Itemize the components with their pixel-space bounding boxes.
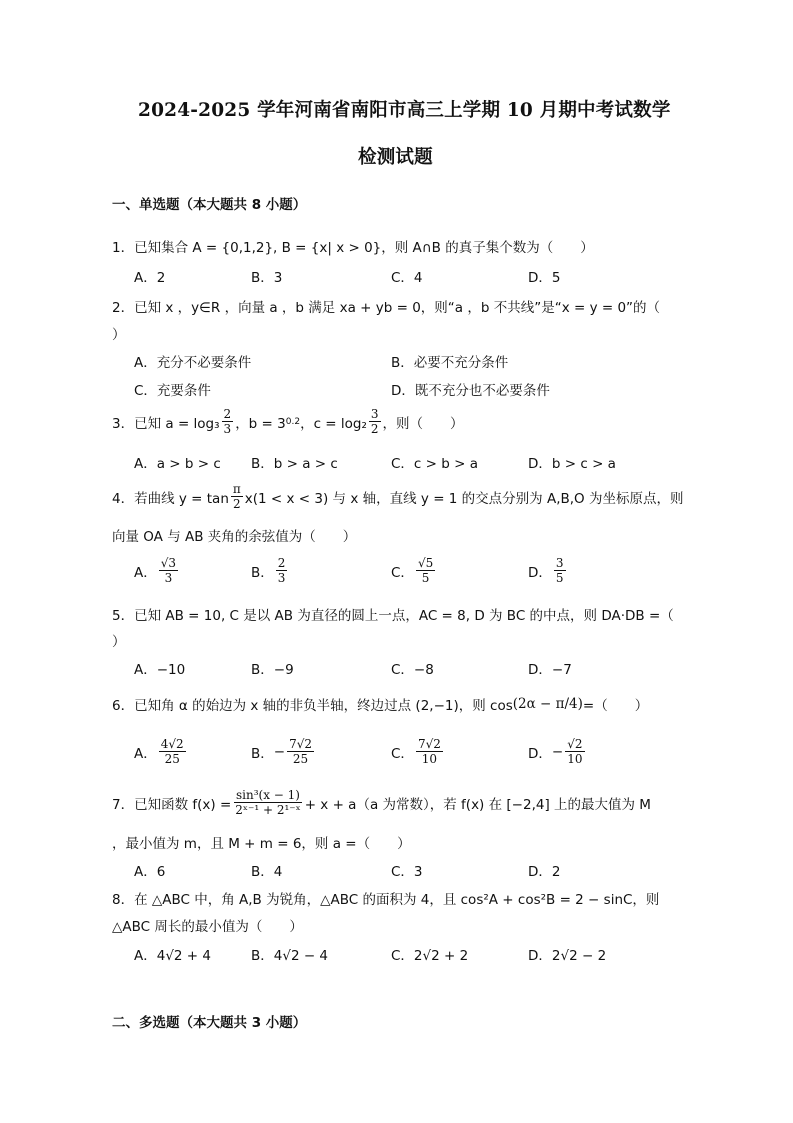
fraction-numerator: 7√2 bbox=[289, 737, 312, 751]
question-4-stem-a: 4．若曲线 y = tan bbox=[112, 490, 229, 507]
fraction-denominator: 2ˣ⁻¹ + 2¹⁻ˣ bbox=[235, 803, 301, 817]
fraction-denominator: 10 bbox=[421, 752, 438, 766]
fraction-denominator: 25 bbox=[164, 752, 180, 766]
question-6-stem-a: 6．已知角 α 的始边为 x 轴的非负半轴，终边过点 (2,−1)，则 cos bbox=[112, 698, 513, 714]
question-7-stem-b: + x + a（a 为常数），若 f(x) 在 [−2,4] 上的最大值为 M bbox=[304, 796, 651, 813]
question-3-stem-a: 3．已知 a = log₃ bbox=[112, 415, 220, 432]
option-label: C． bbox=[391, 564, 414, 581]
question-3-exponent: 0.2 bbox=[285, 416, 301, 427]
question-6-paren: (2α − π/4) bbox=[512, 696, 583, 712]
paper-title-line2: 检测试题 bbox=[358, 147, 433, 168]
question-1-option-c: C．4 bbox=[391, 270, 423, 286]
question-6-option-d bbox=[528, 737, 587, 766]
fraction-numerator: 2 bbox=[277, 556, 286, 570]
question-6-option-b bbox=[251, 737, 316, 766]
question-4-fraction bbox=[231, 482, 243, 511]
paper-title-line1: 2024-2025 学年河南省南阳市高三上学期 10 月期中考试数学 bbox=[138, 100, 671, 121]
question-3-option-c: C．c > b > a bbox=[391, 456, 478, 472]
question-3-fraction-a bbox=[222, 407, 234, 436]
option-label: C． bbox=[391, 745, 414, 762]
option-label: B． bbox=[251, 745, 274, 762]
question-6-option-c bbox=[391, 737, 445, 766]
option-fraction bbox=[276, 556, 288, 585]
fraction-denominator: 3 bbox=[223, 422, 232, 436]
question-7-line2: ，最小值为 m，且 M + m = 6，则 a =（ ） bbox=[112, 836, 411, 852]
question-2-stem-cont: ） bbox=[112, 327, 126, 343]
section-heading-multiple-choice: 二、多选题（本大题共 3 小题） bbox=[112, 1015, 307, 1031]
question-5-option-d: D．−7 bbox=[528, 662, 572, 678]
question-2-option-a: A．充分不必要条件 bbox=[134, 355, 252, 371]
fraction-denominator: 2 bbox=[370, 422, 379, 436]
fraction-numerator: π bbox=[232, 482, 241, 496]
question-6-option-a bbox=[134, 737, 188, 766]
question-1-option-b: B．3 bbox=[251, 270, 283, 286]
option-label: D． bbox=[528, 745, 552, 762]
fraction-denominator: 5 bbox=[421, 571, 430, 585]
question-3-stem-b: ，b = 3 bbox=[235, 415, 286, 432]
option-fraction bbox=[159, 556, 178, 585]
fraction-denominator: 25 bbox=[292, 752, 309, 766]
question-5-stem: 5．已知 AB = 10, C 是以 AB 为直径的圆上一点，AC = 8, D 为 BC 的中点，则 DA·DB =（ bbox=[112, 608, 674, 624]
question-3-stem-c: ，c = log₂ bbox=[300, 415, 367, 432]
fraction-numerator: 3 bbox=[370, 407, 379, 421]
fraction-denominator: 3 bbox=[164, 571, 173, 585]
option-label: A． bbox=[134, 745, 157, 762]
fraction-numerator: 2 bbox=[223, 407, 232, 421]
question-8-line2: △ABC 周长的最小值为（ ） bbox=[112, 919, 303, 935]
option-sign: − bbox=[273, 743, 286, 760]
question-8-option-a: A．4√2 + 4 bbox=[134, 948, 211, 964]
fraction-numerator: √2 bbox=[567, 737, 583, 751]
question-5-option-b: B．−9 bbox=[251, 662, 294, 678]
fraction-denominator: 2 bbox=[233, 497, 241, 511]
option-label: A． bbox=[134, 564, 157, 581]
question-2-option-d: D．既不充分也不必要条件 bbox=[391, 383, 550, 399]
question-4-option-a bbox=[134, 556, 180, 585]
question-7-stem bbox=[112, 788, 651, 817]
option-fraction bbox=[565, 737, 584, 766]
fraction-denominator: 10 bbox=[567, 752, 583, 766]
option-fraction bbox=[159, 737, 186, 766]
fraction-numerator: sin³(x − 1) bbox=[235, 788, 300, 802]
question-1-option-d: D．5 bbox=[528, 270, 561, 286]
question-4-stem-b: x(1 < x < 3) 与 x 轴，直线 y = 1 的交点分别为 A,B,O 为坐标原点，则 bbox=[244, 490, 684, 507]
question-7-option-a: A．6 bbox=[134, 864, 166, 880]
option-fraction bbox=[416, 737, 443, 766]
fraction-numerator: 4√2 bbox=[160, 737, 184, 751]
fraction-numerator: 3 bbox=[555, 556, 564, 570]
question-4-option-b bbox=[251, 556, 289, 585]
question-7-option-b: B．4 bbox=[251, 864, 283, 880]
question-3-stem-d: ，则（ ） bbox=[382, 415, 464, 432]
option-label: D． bbox=[528, 564, 552, 581]
question-7-stem-a: 7．已知函数 f(x) = bbox=[112, 796, 232, 813]
question-6-stem-b: =（ ） bbox=[582, 698, 649, 714]
question-4-option-c bbox=[391, 556, 437, 585]
question-8-option-c: C．2√2 + 2 bbox=[391, 948, 469, 964]
option-sign: − bbox=[551, 743, 564, 760]
fraction-numerator: √5 bbox=[417, 556, 434, 570]
question-8-option-b: B．4√2 − 4 bbox=[251, 948, 329, 964]
question-3-option-b: B．b > a > c bbox=[251, 456, 338, 472]
option-fraction bbox=[554, 556, 566, 585]
question-8-stem: 8．在 △ABC 中，角 A,B 为锐角，△ABC 的面积为 4，且 cos²A + cos²B = 2 − sinC，则 bbox=[112, 892, 660, 908]
question-4-option-d bbox=[528, 556, 568, 585]
question-7-fraction bbox=[233, 788, 302, 817]
question-3-stem bbox=[112, 407, 464, 436]
question-2-option-c: C．充要条件 bbox=[134, 383, 211, 399]
fraction-denominator: 3 bbox=[277, 571, 286, 585]
question-5-option-a: A．−10 bbox=[134, 662, 186, 678]
question-3-option-a: A．a > b > c bbox=[134, 456, 221, 472]
fraction-numerator: √3 bbox=[160, 556, 177, 570]
question-8-option-d: D．2√2 − 2 bbox=[528, 948, 607, 964]
option-fraction bbox=[416, 556, 435, 585]
section-heading-single-choice: 一、单选题（本大题共 8 小题） bbox=[112, 197, 307, 213]
question-3-option-d: D．b > c > a bbox=[528, 456, 616, 472]
option-label: B． bbox=[251, 564, 274, 581]
question-5-option-c: C．−8 bbox=[391, 662, 434, 678]
question-2-option-b: B．必要不充分条件 bbox=[391, 355, 509, 371]
question-4-stem bbox=[112, 482, 683, 511]
question-2-stem: 2．已知 x ，y∈R ，向量 a ，b 满足 xa + yb = 0，则“a ，b 不共线”是“x = y = 0”的（ bbox=[112, 300, 661, 316]
question-1-option-a: A．2 bbox=[134, 270, 166, 286]
question-1-stem: 1．已知集合 A = {0,1,2}, B = {x| x > 0}，则 A∩B 的真子集个数为（ ） bbox=[112, 240, 594, 256]
question-7-option-c: C．3 bbox=[391, 864, 423, 880]
question-7-option-d: D．2 bbox=[528, 864, 561, 880]
option-fraction bbox=[287, 737, 314, 766]
question-6-stem bbox=[112, 694, 648, 714]
question-5-stem-cont: ） bbox=[112, 634, 126, 650]
fraction-numerator: 7√2 bbox=[417, 737, 441, 751]
question-3-fraction-c bbox=[369, 407, 381, 436]
fraction-denominator: 5 bbox=[555, 571, 564, 585]
question-4-line2: 向量 OA 与 AB 夹角的余弦值为（ ） bbox=[112, 529, 357, 545]
